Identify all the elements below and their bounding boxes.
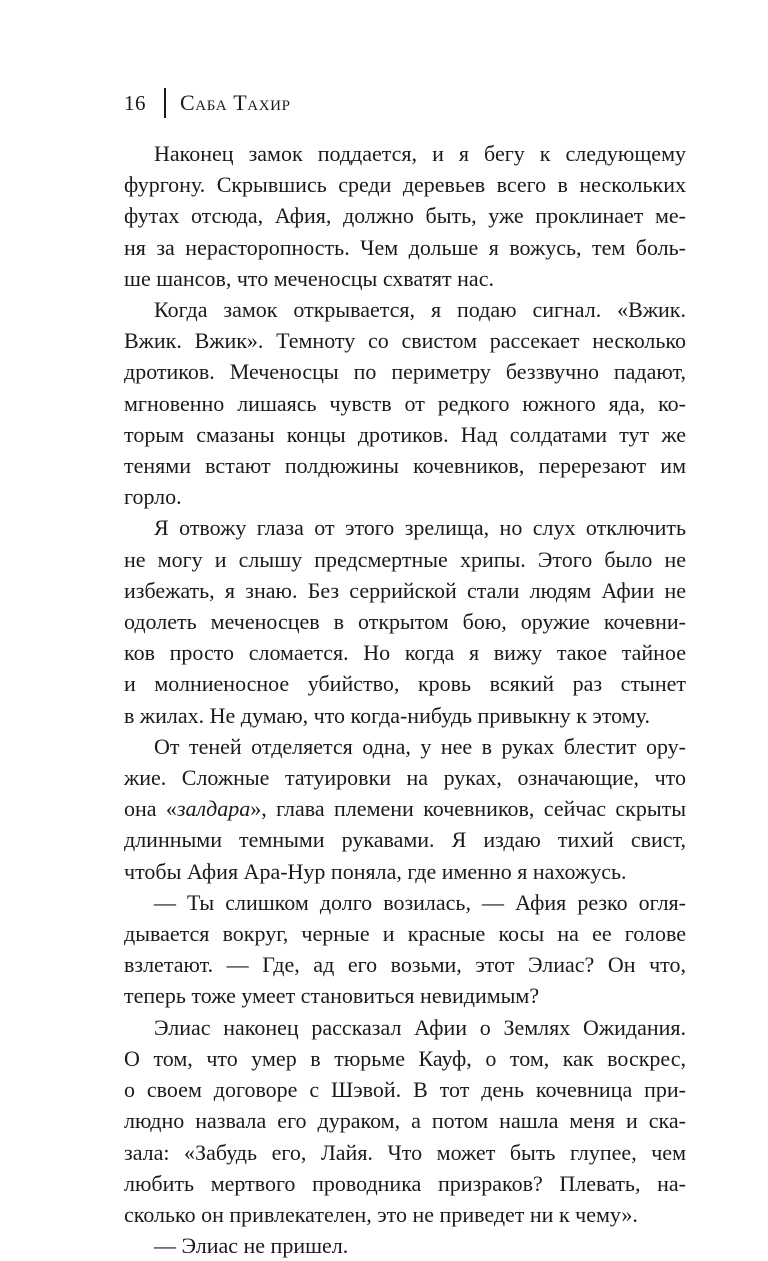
text-line: избежать, я знаю. Без серрийской стали людям Афии не	[124, 577, 686, 603]
paragraph	[124, 887, 686, 1012]
text-line: О том, что умер в тюрьме Кауф, о том, как воскрес,	[124, 1045, 686, 1071]
text-line: в жилах. Не думаю, что когда-нибудь привыкну к этому.	[124, 702, 650, 728]
text-line: она «залдара», глава племени кочевников, сейчас скрыты	[124, 796, 686, 822]
text-line: ше шансов, что меченосцы схватят нас.	[124, 265, 494, 291]
text-line: длинными темными рукавами. Я издаю тихий свист,	[124, 827, 686, 853]
text-line: Когда замок открывается, я подаю сигнал. «Вжик.	[154, 297, 686, 323]
text-line: ня за нерасторопность. Чем дольше я вожусь, тем боль-	[124, 234, 686, 260]
text-line: Я отвожу глаза от этого зрелища, но слух отключить	[154, 515, 686, 541]
text-line: Элиас наконец рассказал Афии о Землях Ожидания.	[154, 1014, 686, 1040]
text-line: людно назвала его дураком, а потом нашла меня и ска-	[124, 1108, 686, 1134]
text-line: торым смазаны концы дротиков. Над солдатами тут же	[124, 421, 686, 447]
text-line: любить мертвого проводника призраков? Плевать, на-	[124, 1170, 686, 1196]
text-line: Вжик. Вжик». Темноту со свистом рассекает несколько	[124, 328, 686, 354]
text-line: взлетают. — Где, ад его возьми, этот Элиас? Он что,	[124, 952, 686, 978]
text-line: чтобы Афия Ара-Нур поняла, где именно я нахожусь.	[124, 858, 627, 884]
text-line: теперь тоже умеет становиться невидимым?	[124, 983, 540, 1009]
text-line: — Элиас не пришел.	[154, 1233, 349, 1259]
text-line: одолеть меченосцев в открытом бою, оружие кочевни-	[124, 609, 686, 635]
text-line: футах отсюда, Афия, должно быть, уже проклинает ме-	[124, 203, 686, 229]
text-line: не могу и слышу предсмертные хрипы. Этого было не	[124, 546, 686, 572]
text-line: жие. Сложные татуировки на руках, означающие, что	[124, 765, 686, 791]
text-line: тенями встают полдюжины кочевников, перерезают им	[124, 453, 686, 479]
text-line: ков просто сломается. Но когда я вижу такое тайное	[124, 640, 686, 666]
author-name: Саба Тахир	[180, 90, 291, 115]
body-text	[124, 138, 686, 1261]
paragraph	[124, 294, 686, 512]
text-line: горло.	[124, 484, 182, 510]
text-line: дротиков. Меченосцы по периметру беззвучно падают,	[124, 359, 686, 385]
page-number: 16	[124, 90, 146, 115]
text-line: — Ты слишком долго возилась, — Афия резко огля-	[154, 889, 686, 915]
text-line: о своем договоре с Шэвой. В тот день кочевница при-	[124, 1077, 686, 1103]
running-header	[124, 86, 291, 120]
italic-term: залдара	[176, 796, 251, 822]
text-line: и молниеносное убийство, кровь всякий раз стынет	[124, 671, 686, 697]
paragraph	[124, 138, 686, 294]
text-line: мгновенно лишаясь чувств от редкого южного яда, ко-	[124, 390, 686, 416]
text-line: Наконец замок поддается, и я бегу к следующему	[154, 141, 686, 166]
paragraph	[124, 1230, 686, 1261]
paragraph	[124, 512, 686, 730]
paragraph	[124, 1012, 686, 1230]
text-line: От теней отделяется одна, у нее в руках блестит ору-	[154, 733, 686, 759]
header-divider	[164, 88, 166, 118]
text-line: сколько он привлекателен, это не приведет ни к чему».	[124, 1201, 638, 1227]
paragraph	[124, 731, 686, 887]
text-line: дывается вокруг, черные и красные косы на ее голове	[124, 921, 686, 947]
text-line: фургону. Скрывшись среди деревьев всего в нескольких	[124, 172, 686, 198]
text-line: зала: «Забудь его, Лайя. Что может быть глупее, чем	[124, 1139, 686, 1165]
